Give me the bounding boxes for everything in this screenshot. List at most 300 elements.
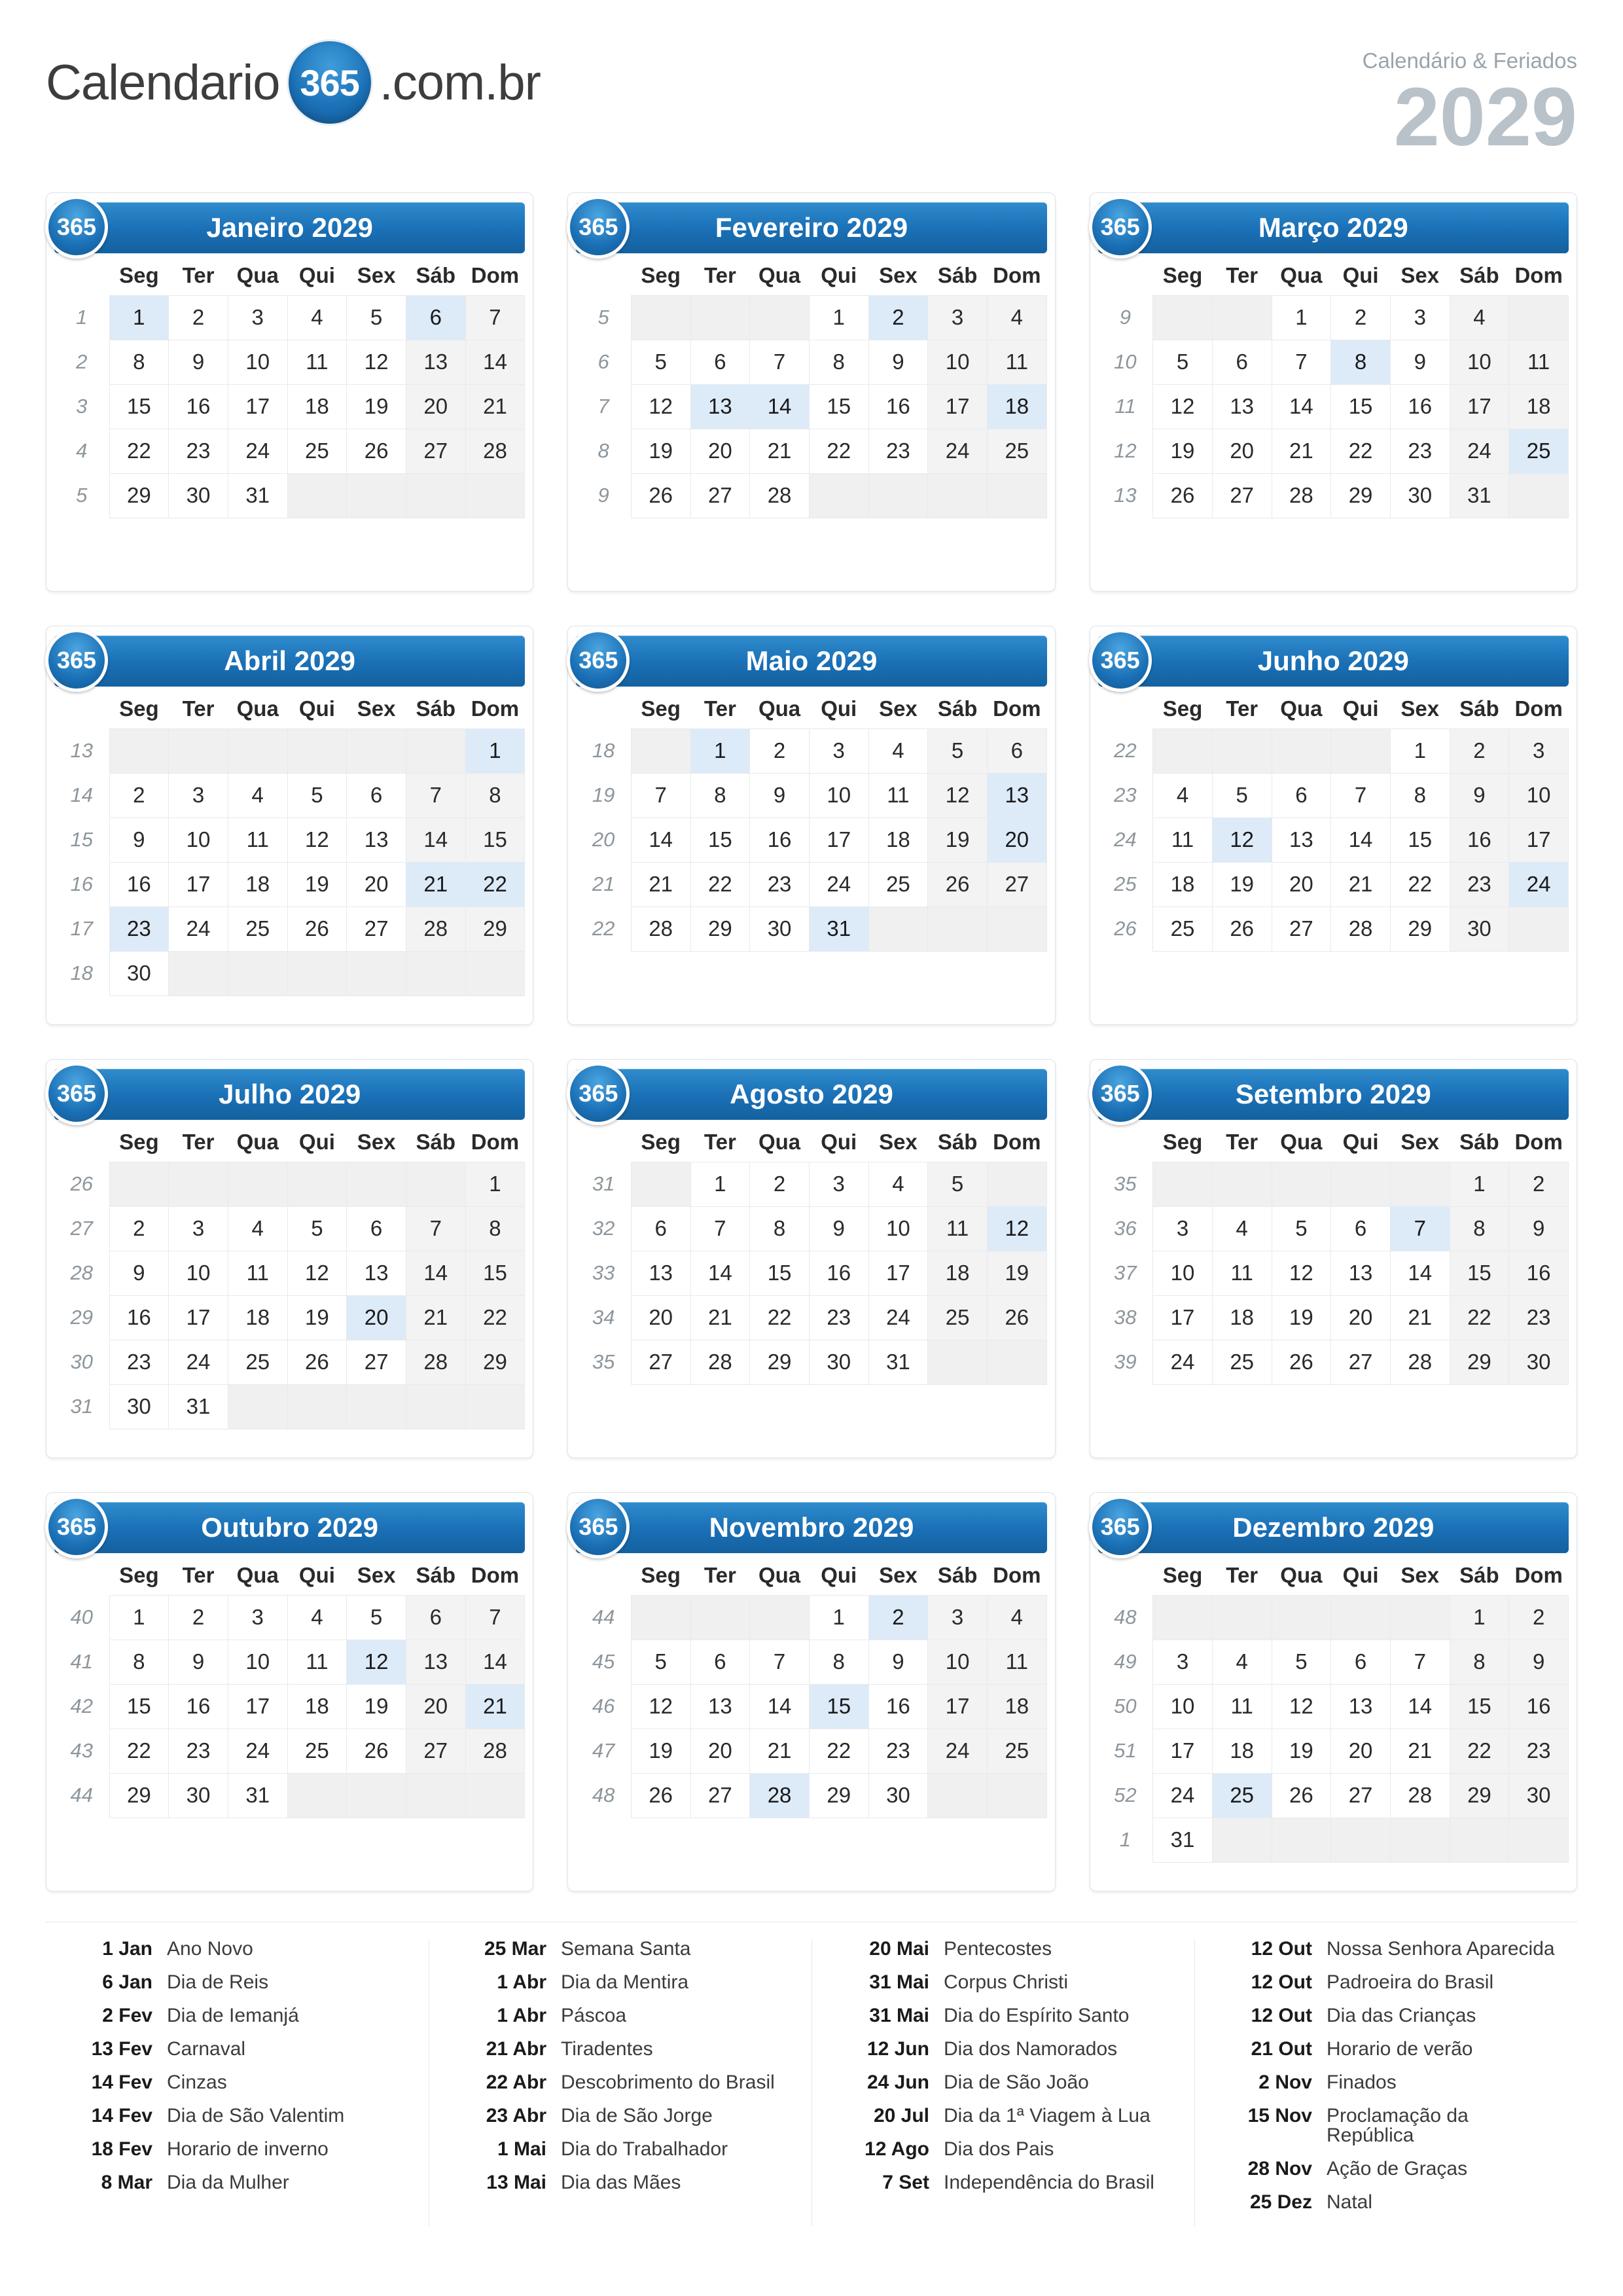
day-cell[interactable]: 26 — [631, 473, 690, 518]
day-cell[interactable]: 1 — [1272, 295, 1331, 340]
day-cell[interactable]: 24 — [1450, 429, 1509, 473]
day-cell[interactable]: 19 — [1212, 862, 1272, 906]
day-cell[interactable]: 5 — [287, 773, 347, 817]
day-cell[interactable]: 27 — [406, 429, 465, 473]
day-cell[interactable]: 29 — [465, 1340, 525, 1384]
day-cell[interactable]: 6 — [987, 728, 1046, 773]
day-cell[interactable]: 17 — [1153, 1295, 1213, 1340]
day-cell[interactable]: 20 — [1331, 1729, 1391, 1773]
day-cell[interactable]: 20 — [347, 1295, 406, 1340]
day-cell[interactable]: 4 — [228, 773, 287, 817]
day-cell[interactable]: 3 — [1509, 728, 1569, 773]
day-cell[interactable]: 23 — [109, 1340, 169, 1384]
day-cell[interactable]: 6 — [690, 340, 750, 384]
day-cell[interactable]: 20 — [690, 1729, 750, 1773]
day-cell[interactable]: 22 — [750, 1295, 810, 1340]
day-cell[interactable]: 14 — [690, 1251, 750, 1295]
day-cell[interactable]: 6 — [1272, 773, 1331, 817]
day-cell[interactable]: 31 — [868, 1340, 928, 1384]
day-cell[interactable]: 4 — [1212, 1640, 1272, 1684]
day-cell[interactable]: 20 — [631, 1295, 690, 1340]
day-cell[interactable]: 2 — [868, 295, 928, 340]
day-cell[interactable]: 1 — [465, 728, 525, 773]
day-cell[interactable]: 6 — [1212, 340, 1272, 384]
day-cell[interactable]: 9 — [809, 1206, 868, 1251]
day-cell[interactable]: 22 — [1390, 862, 1450, 906]
day-cell[interactable]: 4 — [1212, 1206, 1272, 1251]
day-cell[interactable]: 8 — [109, 1640, 169, 1684]
day-cell[interactable]: 16 — [1450, 817, 1509, 862]
day-cell[interactable]: 3 — [928, 1595, 988, 1640]
day-cell[interactable]: 4 — [287, 295, 347, 340]
day-cell[interactable]: 26 — [1272, 1340, 1331, 1384]
day-cell[interactable]: 25 — [287, 1729, 347, 1773]
day-cell[interactable]: 25 — [228, 1340, 287, 1384]
day-cell[interactable]: 2 — [868, 1595, 928, 1640]
day-cell[interactable]: 11 — [228, 817, 287, 862]
day-cell[interactable]: 2 — [109, 1206, 169, 1251]
day-cell[interactable]: 31 — [1450, 473, 1509, 518]
day-cell[interactable]: 6 — [406, 295, 465, 340]
day-cell[interactable]: 21 — [465, 384, 525, 429]
day-cell[interactable]: 16 — [868, 384, 928, 429]
day-cell[interactable]: 25 — [928, 1295, 988, 1340]
day-cell[interactable]: 11 — [868, 773, 928, 817]
day-cell[interactable]: 29 — [690, 906, 750, 951]
day-cell[interactable]: 16 — [1509, 1251, 1569, 1295]
day-cell[interactable]: 7 — [406, 1206, 465, 1251]
day-cell[interactable]: 5 — [347, 295, 406, 340]
day-cell[interactable]: 25 — [1212, 1340, 1272, 1384]
day-cell[interactable]: 10 — [228, 1640, 287, 1684]
day-cell[interactable]: 3 — [1153, 1206, 1213, 1251]
day-cell[interactable]: 11 — [1153, 817, 1213, 862]
day-cell[interactable]: 14 — [406, 1251, 465, 1295]
day-cell[interactable]: 14 — [1272, 384, 1331, 429]
day-cell[interactable]: 12 — [287, 1251, 347, 1295]
day-cell[interactable]: 12 — [1272, 1684, 1331, 1729]
day-cell[interactable]: 12 — [631, 1684, 690, 1729]
day-cell[interactable]: 24 — [228, 1729, 287, 1773]
day-cell[interactable]: 18 — [1212, 1729, 1272, 1773]
day-cell[interactable]: 16 — [169, 384, 228, 429]
day-cell[interactable]: 8 — [109, 340, 169, 384]
day-cell[interactable]: 27 — [690, 1773, 750, 1818]
day-cell[interactable]: 22 — [690, 862, 750, 906]
day-cell[interactable]: 24 — [1153, 1340, 1213, 1384]
day-cell[interactable]: 14 — [750, 1684, 810, 1729]
day-cell[interactable]: 1 — [809, 295, 868, 340]
day-cell[interactable]: 18 — [1509, 384, 1569, 429]
day-cell[interactable]: 24 — [1153, 1773, 1213, 1818]
day-cell[interactable]: 5 — [1153, 340, 1213, 384]
day-cell[interactable]: 9 — [169, 1640, 228, 1684]
day-cell[interactable]: 19 — [347, 384, 406, 429]
day-cell[interactable]: 22 — [1450, 1729, 1509, 1773]
day-cell[interactable]: 9 — [868, 340, 928, 384]
day-cell[interactable]: 22 — [109, 1729, 169, 1773]
day-cell[interactable]: 21 — [690, 1295, 750, 1340]
day-cell[interactable]: 4 — [868, 1162, 928, 1206]
day-cell[interactable]: 17 — [928, 1684, 988, 1729]
day-cell[interactable]: 21 — [1390, 1295, 1450, 1340]
day-cell[interactable]: 29 — [809, 1773, 868, 1818]
day-cell[interactable]: 17 — [928, 384, 988, 429]
day-cell[interactable]: 22 — [809, 429, 868, 473]
day-cell[interactable]: 22 — [465, 1295, 525, 1340]
day-cell[interactable]: 22 — [465, 862, 525, 906]
day-cell[interactable]: 26 — [987, 1295, 1046, 1340]
day-cell[interactable]: 30 — [169, 1773, 228, 1818]
day-cell[interactable]: 11 — [987, 340, 1046, 384]
day-cell[interactable]: 8 — [1450, 1206, 1509, 1251]
day-cell[interactable]: 29 — [1450, 1340, 1509, 1384]
day-cell[interactable]: 15 — [809, 384, 868, 429]
day-cell[interactable]: 1 — [690, 728, 750, 773]
day-cell[interactable]: 2 — [1509, 1595, 1569, 1640]
day-cell[interactable]: 21 — [1272, 429, 1331, 473]
day-cell[interactable]: 14 — [1390, 1251, 1450, 1295]
day-cell[interactable]: 29 — [750, 1340, 810, 1384]
day-cell[interactable]: 8 — [809, 1640, 868, 1684]
day-cell[interactable]: 14 — [1331, 817, 1391, 862]
day-cell[interactable]: 22 — [1331, 429, 1391, 473]
day-cell[interactable]: 6 — [347, 773, 406, 817]
day-cell[interactable]: 22 — [809, 1729, 868, 1773]
day-cell[interactable]: 24 — [928, 1729, 988, 1773]
day-cell[interactable]: 7 — [1272, 340, 1331, 384]
day-cell[interactable]: 28 — [1390, 1773, 1450, 1818]
day-cell[interactable]: 13 — [690, 384, 750, 429]
day-cell[interactable]: 21 — [406, 862, 465, 906]
day-cell[interactable]: 12 — [1212, 817, 1272, 862]
day-cell[interactable]: 4 — [987, 1595, 1046, 1640]
day-cell[interactable]: 1 — [690, 1162, 750, 1206]
day-cell[interactable]: 30 — [1450, 906, 1509, 951]
day-cell[interactable]: 7 — [750, 340, 810, 384]
day-cell[interactable]: 5 — [631, 1640, 690, 1684]
day-cell[interactable]: 25 — [1153, 906, 1213, 951]
day-cell[interactable]: 2 — [1450, 728, 1509, 773]
day-cell[interactable]: 28 — [465, 429, 525, 473]
day-cell[interactable]: 16 — [1390, 384, 1450, 429]
day-cell[interactable]: 5 — [1212, 773, 1272, 817]
day-cell[interactable]: 25 — [1212, 1773, 1272, 1818]
day-cell[interactable]: 5 — [631, 340, 690, 384]
day-cell[interactable]: 24 — [1509, 862, 1569, 906]
day-cell[interactable]: 27 — [1212, 473, 1272, 518]
day-cell[interactable]: 11 — [987, 1640, 1046, 1684]
day-cell[interactable]: 17 — [1450, 384, 1509, 429]
day-cell[interactable]: 4 — [987, 295, 1046, 340]
day-cell[interactable]: 7 — [1390, 1640, 1450, 1684]
day-cell[interactable]: 25 — [228, 906, 287, 951]
day-cell[interactable]: 10 — [868, 1206, 928, 1251]
day-cell[interactable]: 13 — [1331, 1251, 1391, 1295]
day-cell[interactable]: 18 — [1153, 862, 1213, 906]
day-cell[interactable]: 19 — [287, 862, 347, 906]
day-cell[interactable]: 18 — [228, 862, 287, 906]
day-cell[interactable]: 2 — [109, 773, 169, 817]
day-cell[interactable]: 23 — [868, 429, 928, 473]
day-cell[interactable]: 4 — [1153, 773, 1213, 817]
day-cell[interactable]: 6 — [406, 1595, 465, 1640]
day-cell[interactable]: 10 — [169, 817, 228, 862]
day-cell[interactable]: 19 — [287, 1295, 347, 1340]
day-cell[interactable]: 26 — [631, 1773, 690, 1818]
day-cell[interactable]: 8 — [750, 1206, 810, 1251]
day-cell[interactable]: 25 — [987, 429, 1046, 473]
day-cell[interactable]: 23 — [1390, 429, 1450, 473]
day-cell[interactable]: 10 — [928, 340, 988, 384]
day-cell[interactable]: 19 — [1272, 1729, 1331, 1773]
day-cell[interactable]: 18 — [228, 1295, 287, 1340]
day-cell[interactable]: 7 — [750, 1640, 810, 1684]
day-cell[interactable]: 25 — [1509, 429, 1569, 473]
day-cell[interactable]: 18 — [987, 384, 1046, 429]
day-cell[interactable]: 11 — [287, 1640, 347, 1684]
day-cell[interactable]: 28 — [406, 906, 465, 951]
day-cell[interactable]: 13 — [1212, 384, 1272, 429]
day-cell[interactable]: 30 — [109, 951, 169, 996]
day-cell[interactable]: 11 — [1509, 340, 1569, 384]
day-cell[interactable]: 12 — [287, 817, 347, 862]
day-cell[interactable]: 31 — [169, 1384, 228, 1429]
day-cell[interactable]: 28 — [750, 1773, 810, 1818]
day-cell[interactable]: 7 — [465, 1595, 525, 1640]
day-cell[interactable]: 17 — [868, 1251, 928, 1295]
day-cell[interactable]: 21 — [406, 1295, 465, 1340]
day-cell[interactable]: 13 — [347, 817, 406, 862]
day-cell[interactable]: 27 — [631, 1340, 690, 1384]
day-cell[interactable]: 19 — [928, 817, 988, 862]
day-cell[interactable]: 15 — [750, 1251, 810, 1295]
day-cell[interactable]: 7 — [406, 773, 465, 817]
day-cell[interactable]: 13 — [631, 1251, 690, 1295]
day-cell[interactable]: 10 — [928, 1640, 988, 1684]
day-cell[interactable]: 24 — [928, 429, 988, 473]
day-cell[interactable]: 25 — [987, 1729, 1046, 1773]
day-cell[interactable]: 13 — [1272, 817, 1331, 862]
day-cell[interactable]: 27 — [406, 1729, 465, 1773]
day-cell[interactable]: 27 — [987, 862, 1046, 906]
day-cell[interactable]: 1 — [109, 1595, 169, 1640]
day-cell[interactable]: 10 — [228, 340, 287, 384]
day-cell[interactable]: 15 — [1331, 384, 1391, 429]
day-cell[interactable]: 24 — [169, 906, 228, 951]
day-cell[interactable]: 3 — [1390, 295, 1450, 340]
day-cell[interactable]: 28 — [465, 1729, 525, 1773]
day-cell[interactable]: 12 — [631, 384, 690, 429]
day-cell[interactable]: 8 — [1331, 340, 1391, 384]
day-cell[interactable]: 12 — [1272, 1251, 1331, 1295]
day-cell[interactable]: 17 — [809, 817, 868, 862]
day-cell[interactable]: 21 — [1331, 862, 1391, 906]
day-cell[interactable]: 8 — [1390, 773, 1450, 817]
day-cell[interactable]: 6 — [690, 1640, 750, 1684]
day-cell[interactable]: 3 — [1153, 1640, 1213, 1684]
day-cell[interactable]: 26 — [1212, 906, 1272, 951]
day-cell[interactable]: 26 — [347, 1729, 406, 1773]
day-cell[interactable]: 27 — [1272, 906, 1331, 951]
day-cell[interactable]: 5 — [928, 728, 988, 773]
day-cell[interactable]: 1 — [1390, 728, 1450, 773]
day-cell[interactable]: 19 — [631, 1729, 690, 1773]
day-cell[interactable]: 12 — [1153, 384, 1213, 429]
day-cell[interactable]: 14 — [465, 340, 525, 384]
day-cell[interactable]: 26 — [287, 906, 347, 951]
day-cell[interactable]: 30 — [1509, 1773, 1569, 1818]
day-cell[interactable]: 9 — [109, 817, 169, 862]
day-cell[interactable]: 31 — [228, 1773, 287, 1818]
day-cell[interactable]: 16 — [809, 1251, 868, 1295]
day-cell[interactable]: 8 — [465, 773, 525, 817]
day-cell[interactable]: 29 — [1390, 906, 1450, 951]
day-cell[interactable]: 7 — [1331, 773, 1391, 817]
site-logo[interactable] — [46, 39, 541, 126]
day-cell[interactable]: 8 — [809, 340, 868, 384]
day-cell[interactable]: 11 — [228, 1251, 287, 1295]
day-cell[interactable]: 18 — [987, 1684, 1046, 1729]
day-cell[interactable]: 17 — [228, 1684, 287, 1729]
day-cell[interactable]: 16 — [169, 1684, 228, 1729]
day-cell[interactable]: 28 — [631, 906, 690, 951]
day-cell[interactable]: 1 — [109, 295, 169, 340]
day-cell[interactable]: 18 — [1212, 1295, 1272, 1340]
day-cell[interactable]: 16 — [109, 862, 169, 906]
day-cell[interactable]: 6 — [1331, 1206, 1391, 1251]
day-cell[interactable]: 3 — [809, 728, 868, 773]
day-cell[interactable]: 23 — [809, 1295, 868, 1340]
day-cell[interactable]: 9 — [1509, 1206, 1569, 1251]
day-cell[interactable]: 12 — [347, 340, 406, 384]
day-cell[interactable]: 15 — [1450, 1251, 1509, 1295]
day-cell[interactable]: 6 — [1331, 1640, 1391, 1684]
day-cell[interactable]: 13 — [347, 1251, 406, 1295]
day-cell[interactable]: 2 — [1509, 1162, 1569, 1206]
day-cell[interactable]: 12 — [347, 1640, 406, 1684]
day-cell[interactable]: 16 — [1509, 1684, 1569, 1729]
day-cell[interactable]: 7 — [465, 295, 525, 340]
day-cell[interactable]: 31 — [228, 473, 287, 518]
day-cell[interactable]: 25 — [868, 862, 928, 906]
day-cell[interactable]: 3 — [169, 773, 228, 817]
day-cell[interactable]: 20 — [1331, 1295, 1391, 1340]
day-cell[interactable]: 21 — [750, 1729, 810, 1773]
day-cell[interactable]: 14 — [750, 384, 810, 429]
day-cell[interactable]: 24 — [169, 1340, 228, 1384]
day-cell[interactable]: 11 — [1212, 1251, 1272, 1295]
day-cell[interactable]: 6 — [347, 1206, 406, 1251]
day-cell[interactable]: 5 — [1272, 1640, 1331, 1684]
day-cell[interactable]: 4 — [228, 1206, 287, 1251]
day-cell[interactable]: 28 — [406, 1340, 465, 1384]
day-cell[interactable]: 5 — [347, 1595, 406, 1640]
day-cell[interactable]: 30 — [868, 1773, 928, 1818]
day-cell[interactable]: 15 — [465, 1251, 525, 1295]
day-cell[interactable]: 22 — [109, 429, 169, 473]
day-cell[interactable]: 29 — [1331, 473, 1391, 518]
day-cell[interactable]: 14 — [1390, 1684, 1450, 1729]
day-cell[interactable]: 27 — [347, 1340, 406, 1384]
day-cell[interactable]: 8 — [690, 773, 750, 817]
day-cell[interactable]: 28 — [750, 473, 810, 518]
day-cell[interactable]: 21 — [631, 862, 690, 906]
day-cell[interactable]: 1 — [1450, 1595, 1509, 1640]
day-cell[interactable]: 10 — [169, 1251, 228, 1295]
day-cell[interactable]: 25 — [287, 429, 347, 473]
day-cell[interactable]: 13 — [406, 1640, 465, 1684]
day-cell[interactable]: 23 — [1450, 862, 1509, 906]
day-cell[interactable]: 27 — [347, 906, 406, 951]
day-cell[interactable]: 31 — [809, 906, 868, 951]
day-cell[interactable]: 10 — [1153, 1684, 1213, 1729]
day-cell[interactable]: 30 — [750, 906, 810, 951]
day-cell[interactable]: 14 — [406, 817, 465, 862]
day-cell[interactable]: 16 — [750, 817, 810, 862]
day-cell[interactable]: 15 — [1390, 817, 1450, 862]
day-cell[interactable]: 2 — [169, 1595, 228, 1640]
day-cell[interactable]: 20 — [1212, 429, 1272, 473]
day-cell[interactable]: 22 — [1450, 1295, 1509, 1340]
day-cell[interactable]: 2 — [169, 295, 228, 340]
day-cell[interactable]: 31 — [1153, 1818, 1213, 1862]
day-cell[interactable]: 9 — [1450, 773, 1509, 817]
day-cell[interactable]: 3 — [228, 1595, 287, 1640]
day-cell[interactable]: 19 — [347, 1684, 406, 1729]
day-cell[interactable]: 5 — [928, 1162, 988, 1206]
day-cell[interactable]: 23 — [1509, 1729, 1569, 1773]
day-cell[interactable]: 14 — [631, 817, 690, 862]
day-cell[interactable]: 6 — [631, 1206, 690, 1251]
day-cell[interactable]: 3 — [169, 1206, 228, 1251]
day-cell[interactable]: 29 — [465, 906, 525, 951]
day-cell[interactable]: 21 — [1390, 1729, 1450, 1773]
day-cell[interactable]: 9 — [868, 1640, 928, 1684]
day-cell[interactable]: 11 — [928, 1206, 988, 1251]
day-cell[interactable]: 18 — [868, 817, 928, 862]
day-cell[interactable]: 4 — [1450, 295, 1509, 340]
day-cell[interactable]: 5 — [287, 1206, 347, 1251]
day-cell[interactable]: 27 — [1331, 1773, 1391, 1818]
day-cell[interactable]: 3 — [928, 295, 988, 340]
day-cell[interactable]: 15 — [109, 1684, 169, 1729]
day-cell[interactable]: 20 — [1272, 862, 1331, 906]
day-cell[interactable]: 8 — [465, 1206, 525, 1251]
day-cell[interactable]: 28 — [1390, 1340, 1450, 1384]
day-cell[interactable]: 21 — [750, 429, 810, 473]
day-cell[interactable]: 19 — [1153, 429, 1213, 473]
day-cell[interactable]: 29 — [109, 473, 169, 518]
day-cell[interactable]: 3 — [228, 295, 287, 340]
day-cell[interactable]: 18 — [287, 384, 347, 429]
day-cell[interactable]: 23 — [1509, 1295, 1569, 1340]
day-cell[interactable]: 27 — [690, 473, 750, 518]
day-cell[interactable]: 15 — [809, 1684, 868, 1729]
day-cell[interactable]: 13 — [406, 340, 465, 384]
day-cell[interactable]: 23 — [868, 1729, 928, 1773]
day-cell[interactable]: 9 — [1509, 1640, 1569, 1684]
day-cell[interactable]: 1 — [465, 1162, 525, 1206]
day-cell[interactable]: 13 — [690, 1684, 750, 1729]
day-cell[interactable]: 11 — [287, 340, 347, 384]
day-cell[interactable]: 23 — [169, 1729, 228, 1773]
day-cell[interactable]: 28 — [1331, 906, 1391, 951]
day-cell[interactable]: 10 — [1450, 340, 1509, 384]
day-cell[interactable]: 20 — [690, 429, 750, 473]
day-cell[interactable]: 7 — [690, 1206, 750, 1251]
day-cell[interactable]: 2 — [1331, 295, 1391, 340]
